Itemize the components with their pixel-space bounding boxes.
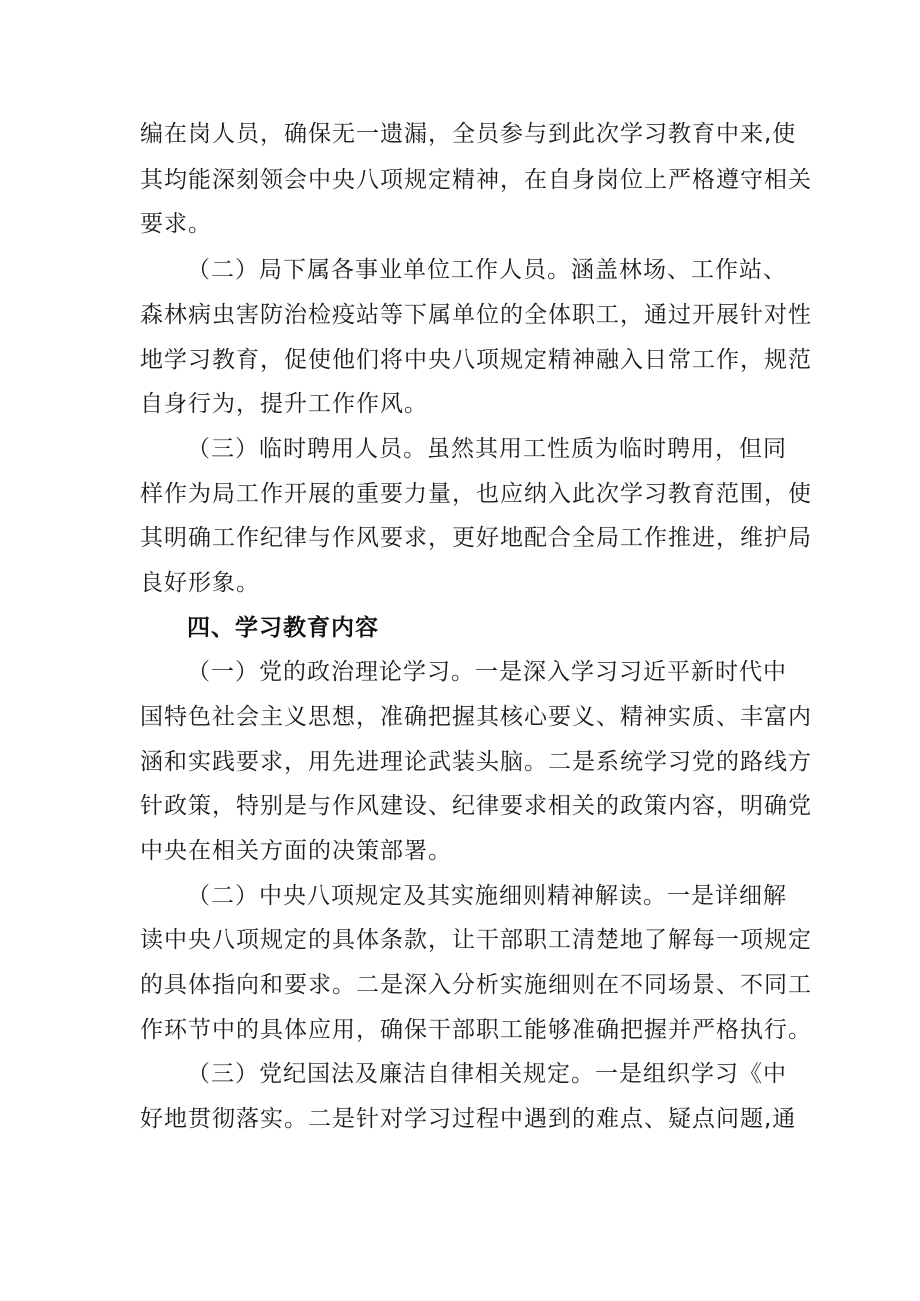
paragraph-line: 涵和实践要求，用先进理论武装头脑。二是系统学习党的路线方 xyxy=(140,749,812,775)
paragraph-line: 编在岗人员，确保无一遗漏，全员参与到此次学习教育中来,使 xyxy=(140,121,797,147)
paragraph-line: （三）临时聘用人员。虽然其用工性质为临时聘用，但同 xyxy=(187,436,787,462)
paragraph-line: 读中央八项规定的具体条款，让干部职工清楚地了解每一项规定 xyxy=(140,927,812,953)
paragraph-line: 地学习教育，促使他们将中央八项规定精神融入日常工作，规范 xyxy=(140,347,812,373)
paragraph-line: 要求。 xyxy=(140,211,212,237)
paragraph-line: 好地贯彻落实。二是针对学习过程中遇到的难点、疑点问题,通 xyxy=(140,1106,797,1132)
paragraph-line: 其明确工作纪律与作风要求，更好地配合全局工作推进，维护局 xyxy=(140,525,812,551)
paragraph-line: 自身行为，提升工作作风。 xyxy=(140,391,428,417)
paragraph-line: 国特色社会主义思想，准确把握其核心要义、精神实质、丰富内 xyxy=(140,704,812,730)
paragraph-line: （一）党的政治理论学习。一是深入学习习近平新时代中 xyxy=(187,659,787,685)
paragraph-line: 森林病虫害防治检疫站等下属单位的全体职工，通过开展针对性 xyxy=(140,302,812,328)
paragraph-line: 针政策，特别是与作风建设、纪律要求相关的政策内容，明确党 xyxy=(140,793,812,819)
paragraph-line: （二）局下属各事业单位工作人员。涵盖林场、工作站、 xyxy=(187,257,787,283)
paragraph-line: （三）党纪国法及廉洁自律相关规定。一是组织学习《中 xyxy=(187,1061,787,1087)
paragraph-line: 其均能深刻领会中央八项规定精神，在自身岗位上严格遵守相关 xyxy=(140,167,812,193)
paragraph-line: 中央在相关方面的决策部署。 xyxy=(140,838,452,864)
paragraph-line: 作环节中的具体应用，确保干部职工能够准确把握并严格执行。 xyxy=(140,1017,812,1043)
paragraph-line: （二）中央八项规定及其实施细则精神解读。一是详细解 xyxy=(187,883,787,909)
paragraph-line: 样作为局工作开展的重要力量，也应纳入此次学习教育范围，使 xyxy=(140,481,812,507)
paragraph-line: 良好形象。 xyxy=(140,570,260,596)
section-heading: 四、学习教育内容 xyxy=(187,615,379,641)
paragraph-line: 的具体指向和要求。二是深入分析实施细则在不同场景、不同工 xyxy=(140,972,812,998)
